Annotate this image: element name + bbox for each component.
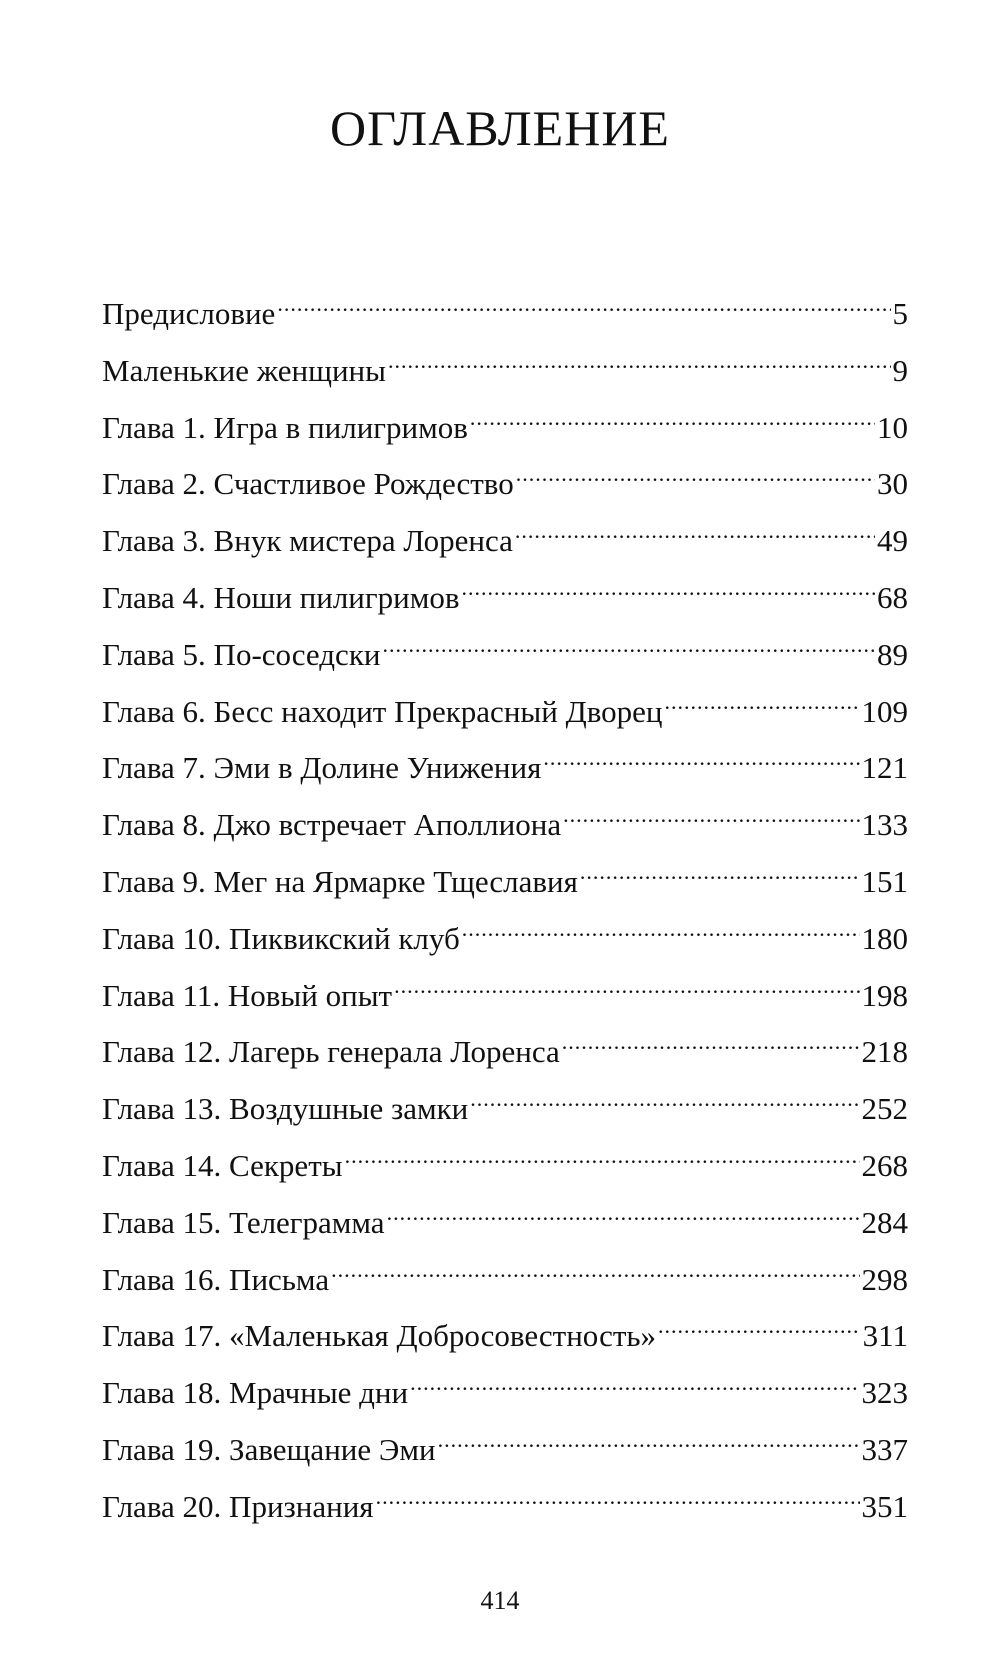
toc-entry-page: 198	[861, 977, 908, 1013]
toc-leader-dots	[410, 1363, 859, 1403]
toc-entry-title: Глава 1. Игра в пилигримов	[102, 409, 468, 445]
toc-leader-dots	[665, 682, 860, 722]
toc-entry-title: Глава 19. Завещание Эми	[102, 1431, 436, 1467]
toc-entry-page: 30	[877, 466, 908, 502]
toc-leader-dots	[376, 1477, 860, 1517]
toc-entry	[102, 511, 908, 568]
toc-entry-page: 180	[861, 920, 908, 956]
toc-entry	[102, 1022, 908, 1079]
toc-leader-dots	[387, 1193, 860, 1233]
toc-entry	[102, 1477, 908, 1534]
toc-entry	[102, 398, 908, 455]
toc-leader-dots	[438, 1420, 860, 1460]
toc-entry-title: Глава 8. Джо встречает Аполлиона	[102, 807, 562, 843]
toc-entry	[102, 1420, 908, 1477]
toc-leader-dots	[516, 454, 875, 494]
toc-leader-dots	[580, 852, 860, 892]
toc-leader-dots	[382, 625, 875, 665]
toc-entry-title: Глава 11. Новый опыт	[102, 977, 393, 1013]
toc-entry	[102, 852, 908, 909]
toc-entry-page: 351	[861, 1488, 908, 1524]
toc-entry-page: 268	[861, 1147, 908, 1183]
toc-leader-dots	[658, 1306, 861, 1346]
toc-entry-page: 284	[861, 1204, 908, 1240]
toc-leader-dots	[277, 284, 890, 324]
toc-entry-title: Глава 10. Пиквикский клуб	[102, 920, 460, 956]
table-of-contents	[102, 284, 908, 1534]
toc-leader-dots	[470, 398, 875, 438]
toc-entry-title: Глава 13. Воздушные замки	[102, 1091, 469, 1127]
toc-entry	[102, 1136, 908, 1193]
toc-entry-title: Глава 20. Признания	[102, 1488, 374, 1524]
toc-entry-page: 109	[861, 693, 908, 729]
toc-entry-title: Глава 12. Лагерь генерала Лоренса	[102, 1034, 560, 1070]
toc-entry	[102, 1363, 908, 1420]
toc-entry	[102, 738, 908, 795]
toc-entry	[102, 454, 908, 511]
toc-entry-page: 49	[877, 523, 908, 559]
toc-entry-title: Глава 14. Секреты	[102, 1147, 343, 1183]
toc-entry	[102, 966, 908, 1023]
toc-entry	[102, 341, 908, 398]
toc-leader-dots	[562, 1022, 860, 1062]
toc-entry-page: 298	[861, 1261, 908, 1297]
toc-entry-page: 89	[877, 636, 908, 672]
toc-entry-title: Глава 4. Ноши пилигримов	[102, 579, 460, 615]
toc-entry-page: 133	[861, 807, 908, 843]
toc-entry-page: 9	[892, 352, 908, 388]
toc-entry-page: 311	[862, 1318, 908, 1354]
toc-entry-title: Предисловие	[102, 296, 276, 331]
toc-leader-dots	[461, 568, 875, 608]
toc-leader-dots	[394, 966, 859, 1006]
toc-entry-title: Глава 18. Мрачные дни	[102, 1375, 409, 1411]
toc-entry	[102, 795, 908, 852]
toc-entry	[102, 909, 908, 966]
toc-entry-title: Глава 9. Мег на Ярмарке Тщеславия	[102, 863, 578, 899]
toc-entry-page: 323	[861, 1375, 908, 1411]
toc-leader-dots	[563, 795, 859, 835]
toc-entry-page: 68	[877, 579, 908, 615]
page-number: 414	[480, 1586, 520, 1615]
toc-entry-title: Глава 17. «Маленькая Добросовестность»	[102, 1318, 657, 1354]
toc-entry-page: 337	[861, 1431, 908, 1467]
toc-leader-dots	[345, 1136, 860, 1176]
toc-entry-title: Маленькие женщины	[102, 352, 386, 388]
toc-entry-page: 5	[892, 296, 908, 331]
toc-entry-page: 151	[861, 863, 908, 899]
toc-entry-page: 121	[861, 750, 908, 786]
toc-entry-title: Глава 16. Письма	[102, 1261, 330, 1297]
toc-entry-title: Глава 3. Внук мистера Лоренса	[102, 523, 513, 559]
toc-entry	[102, 1306, 908, 1363]
toc-leader-dots	[515, 511, 875, 551]
toc-leader-dots	[388, 341, 891, 381]
toc-entry-page: 218	[861, 1034, 908, 1070]
toc-entry-title: Глава 6. Бесс находит Прекрасный Дворец	[102, 693, 663, 729]
toc-entry	[102, 1193, 908, 1250]
toc-leader-dots	[543, 738, 859, 778]
toc-leader-dots	[470, 1079, 859, 1119]
page-title: ОГЛАВЛЕНИЕ	[330, 100, 670, 156]
toc-entry	[102, 1079, 908, 1136]
toc-entry	[102, 682, 908, 739]
toc-entry	[102, 625, 908, 682]
toc-entry	[102, 1250, 908, 1307]
toc-entry-title: Глава 15. Телеграмма	[102, 1204, 385, 1240]
toc-leader-dots	[462, 909, 860, 949]
toc-entry-title: Глава 2. Счастливое Рождество	[102, 466, 514, 502]
toc-leader-dots	[331, 1250, 859, 1290]
toc-entry-page: 10	[877, 409, 908, 445]
toc-entry	[102, 284, 908, 341]
toc-entry-title: Глава 7. Эми в Долине Унижения	[102, 750, 542, 786]
toc-entry-title: Глава 5. По-соседски	[102, 636, 381, 672]
toc-entry	[102, 568, 908, 625]
toc-entry-page: 252	[861, 1091, 908, 1127]
